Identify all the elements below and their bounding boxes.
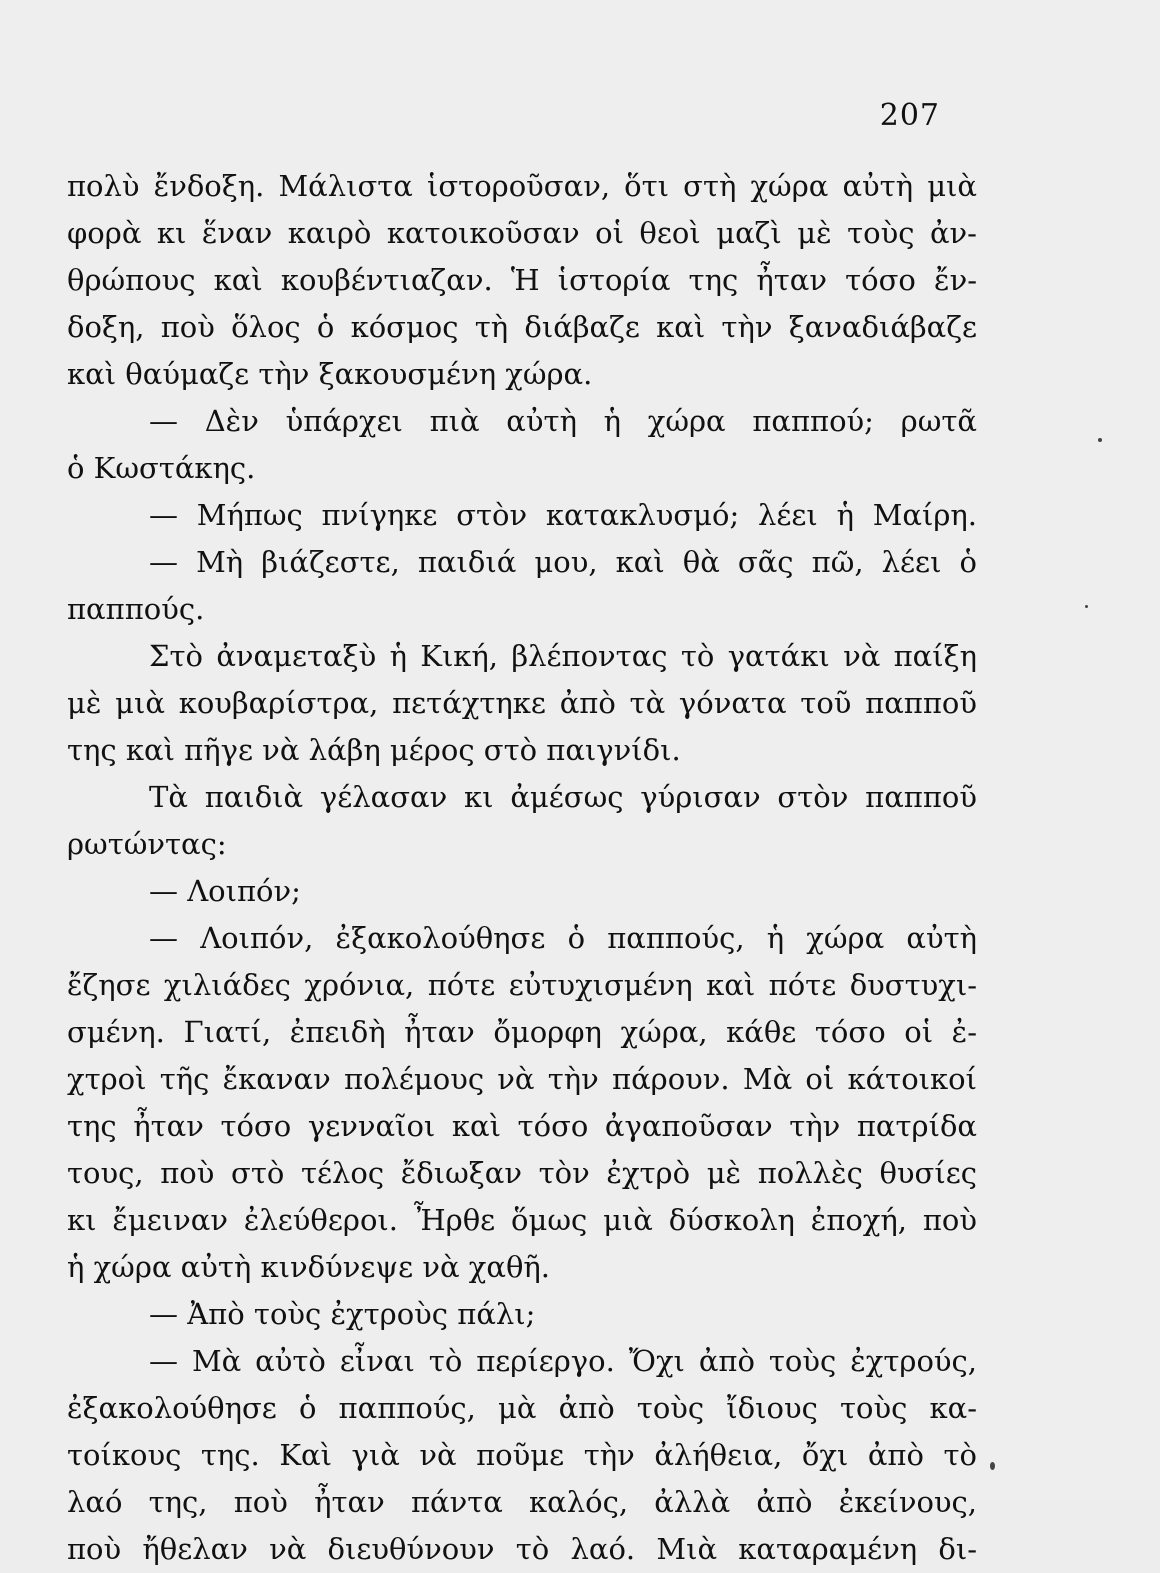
text-line: — Μήπως πνίγηκε στὸν κατακλυσμό; λέει ἡ Μαίρη. <box>149 498 977 532</box>
text-line: χτροὶ τῆς ἔκαναν πολέμους νὰ τὴν πάρουν. Μὰ οἱ κάτοικοί <box>67 1062 977 1096</box>
text-line: — Ἀπὸ τοὺς ἐχτροὺς πάλι; <box>149 1297 536 1331</box>
text-line: λαό της, ποὺ ἦταν πάντα καλός, ἀλλὰ ἀπὸ ἐκείνους, <box>67 1485 977 1519</box>
text-line: — Δὲν ὑπάρχει πιὰ αὐτὴ ἡ χώρα παππού; ρωτᾶ <box>149 404 977 438</box>
text-line: της καὶ πῆγε νὰ λάβη μέρος στὸ παιγνίδι. <box>67 733 681 767</box>
text-line: τοίκους της. Καὶ γιὰ νὰ ποῦμε τὴν ἀλήθεια, ὄχι ἀπὸ τὸ <box>67 1438 977 1472</box>
page-text <box>67 163 977 1573</box>
text-line: — Λοιπόν; <box>149 874 301 908</box>
paper-speck <box>1098 438 1102 442</box>
text-line: θρώπους καὶ κουβέντιαζαν. Ἡ ἱστορία της ἦταν τόσο ἔν- <box>67 263 977 297</box>
text-line: τους, ποὺ στὸ τέλος ἔδιωξαν τὸν ἐχτρὸ μὲ πολλὲς θυσίες <box>67 1156 977 1190</box>
text-line: ρωτώντας: <box>67 827 227 861</box>
paper-speck <box>1085 605 1088 608</box>
text-line: — Μὴ βιάζεστε, παιδιά μου, καὶ θὰ σᾶς πῶ, λέει ὁ <box>149 545 977 579</box>
text-line: ἔζησε χιλιάδες χρόνια, πότε εὐτυχισμένη καὶ πότε δυστυχι- <box>67 968 977 1002</box>
text-line: — Μὰ αὐτὸ εἶναι τὸ περίεργο. Ὄχι ἀπὸ τοὺς ἐχτρούς, <box>149 1344 977 1378</box>
text-line: ποὺ ἤθελαν νὰ διευθύνουν τὸ λαό. Μιὰ καταραμένη δι- <box>67 1532 977 1566</box>
text-line: ἡ χώρα αὐτὴ κινδύνεψε νὰ χαθῆ. <box>67 1250 551 1284</box>
text-line: πολὺ ἔνδοξη. Μάλιστα ἱστοροῦσαν, ὅτι στὴ χώρα αὐτὴ μιὰ <box>67 169 977 203</box>
text-line: δοξη, ποὺ ὅλος ὁ κόσμος τὴ διάβαζε καὶ τὴν ξαναδιάβαζε <box>67 310 977 344</box>
text-line: καὶ θαύμαζε τὴν ξακουσμένη χώρα. <box>67 357 593 391</box>
text-line: κι ἔμειναν ἐλεύθεροι. Ἦρθε ὅμως μιὰ δύσκολη ἐποχή, ποὺ <box>67 1203 977 1237</box>
paper-speck <box>990 1462 995 1470</box>
text-line: της ἦταν τόσο γενναῖοι καὶ τόσο ἀγαποῦσαν τὴν πατρίδα <box>67 1109 977 1143</box>
text-line: — Λοιπόν, ἐξακολούθησε ὁ παππούς, ἡ χώρα αὐτὴ <box>149 921 977 955</box>
text-line: ἐξακολούθησε ὁ παππούς, μὰ ἀπὸ τοὺς ἴδιους τοὺς κα- <box>67 1391 977 1425</box>
text-line: μὲ μιὰ κουβαρίστρα, πετάχτηκε ἀπὸ τὰ γόνατα τοῦ παπποῦ <box>67 686 977 720</box>
text-line: Τὰ παιδιὰ γέλασαν κι ἀμέσως γύρισαν στὸν παπποῦ <box>149 780 977 814</box>
text-line: φορὰ κι ἕναν καιρὸ κατοικοῦσαν οἱ θεοὶ μαζὶ μὲ τοὺς ἀν- <box>67 216 977 250</box>
text-line: παππούς. <box>67 592 205 626</box>
page-number: 207 <box>879 98 940 133</box>
text-line: ὁ Κωστάκης. <box>67 451 256 485</box>
text-line: σμένη. Γιατί, ἐπειδὴ ἦταν ὄμορφη χώρα, κάθε τόσο οἱ ἐ- <box>67 1015 977 1049</box>
text-line: Στὸ ἀναμεταξὺ ἡ Κική, βλέποντας τὸ γατάκι νὰ παίξη <box>149 639 977 673</box>
